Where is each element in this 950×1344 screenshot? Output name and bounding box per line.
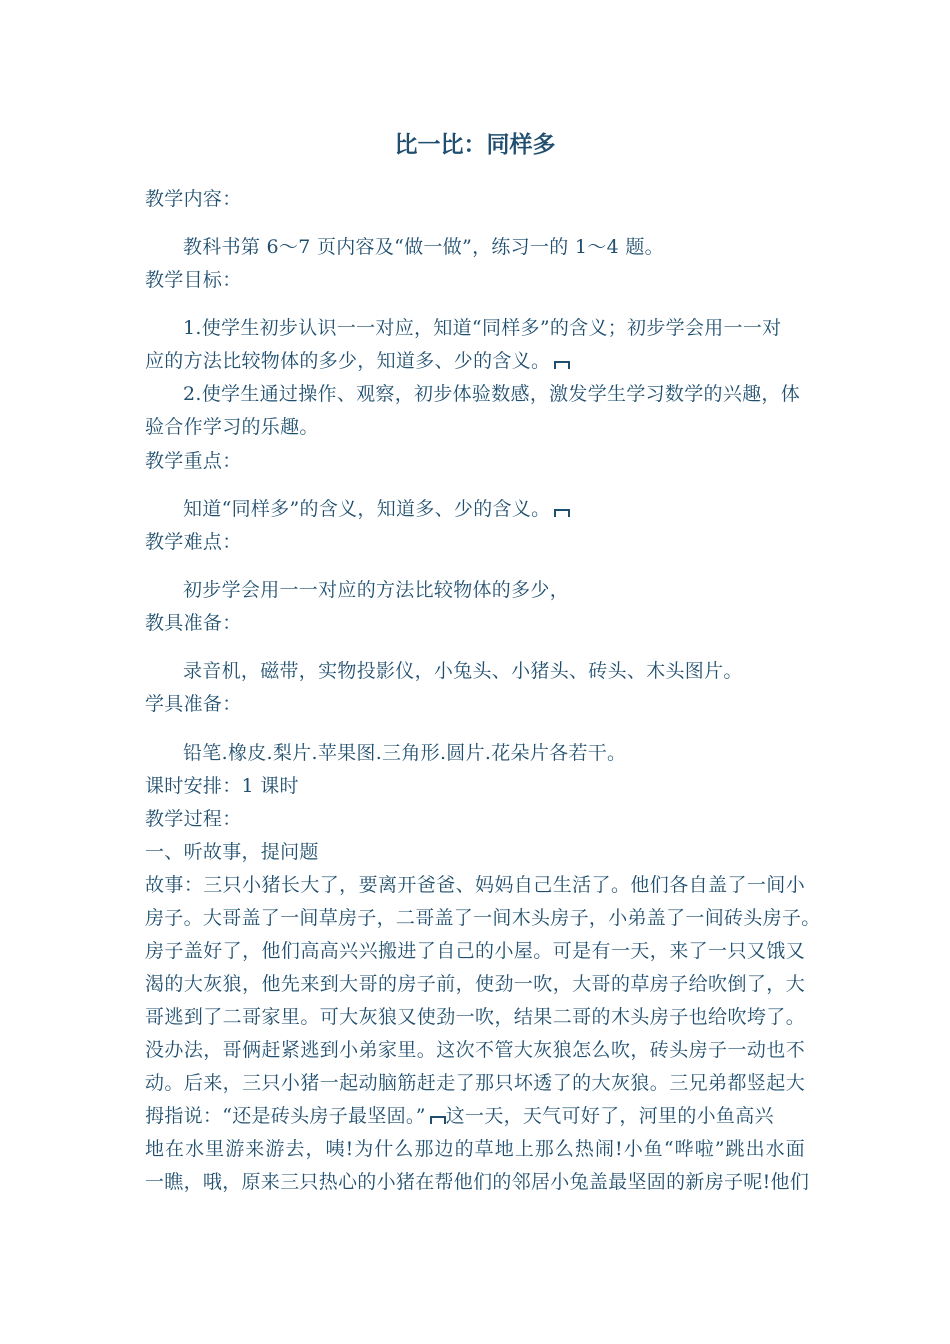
content-text: 教科书第 6～7 页内容及“做一做”，练习一的 1～4 题。 — [183, 236, 664, 258]
key-text-content: 知道“同样多”的含义，知道多、少的含义。 — [183, 498, 551, 520]
edit-mark-icon — [430, 1116, 446, 1124]
story-line: 动。后来，三只小猪一起动脑筋赶走了那只坏透了的大灰狼。三兄弟都竖起大 — [145, 1072, 805, 1094]
difficulty-text: 初步学会用一一对应的方法比较物体的多少， — [183, 579, 570, 601]
process-label: 教学过程： — [145, 808, 242, 830]
schedule: 课时安排：1 课时 — [145, 775, 299, 797]
story-line: 哥逃到了二哥家里。可大灰狼又使劲一吹，结果二哥的木头房子也给吹垮了。 — [145, 1006, 805, 1028]
story-line — [145, 1103, 774, 1129]
teacher-tools-label: 教具准备： — [145, 612, 242, 634]
goal2-line1: 2.使学生通过操作、观察，初步体验数感，激发学生学习数学的兴趣，体 — [183, 383, 801, 405]
edit-mark-icon — [554, 509, 570, 517]
story-line: 房子。大哥盖了一间草房子，二哥盖了一间木头房子，小弟盖了一间砖头房子。 — [145, 907, 821, 929]
story-continuation: 这一天，天气可好了，河里的小鱼高兴 — [445, 1105, 774, 1127]
edit-mark-icon — [554, 361, 570, 369]
story-line: 渴的大灰狼，他先来到大哥的房子前，使劲一吹，大哥的草房子给吹倒了，大 — [145, 973, 805, 995]
goal2-line2: 验合作学习的乐趣。 — [145, 416, 319, 438]
difficulty-label: 教学难点： — [145, 531, 242, 553]
teacher-tools-text: 录音机，磁带，实物投影仪，小兔头、小猪头、砖头、木头图片。 — [183, 660, 743, 682]
story-line: 地在水里游来游去，咦!为什么那边的草地上那么热闹!小鱼“哗啦”跳出水面 — [145, 1138, 805, 1160]
story-quote: 拇指说：“还是砖头房子最坚固。” — [145, 1105, 426, 1127]
key-text — [183, 496, 570, 522]
page-title: 比一比：同样多 — [394, 132, 556, 158]
story-line: 故事：三只小猪长大了，要离开爸爸、妈妈自己生活了。他们各自盖了一间小 — [145, 874, 805, 896]
student-tools-label: 学具准备： — [145, 693, 242, 715]
story-line: 一瞧，哦，原来三只热心的小猪在帮他们的邻居小兔盖最坚固的新房子呢!他们 — [145, 1171, 810, 1193]
student-tools-text: 铅笔.橡皮.梨片.苹果图.三角形.圆片.花朵片各若干。 — [183, 742, 627, 764]
goals-label: 教学目标： — [145, 269, 242, 291]
goal1-line1: 1.使学生初步认识一一对应，知道“同样多”的含义；初步学会用一一对 — [183, 317, 782, 339]
goal1-line2 — [145, 348, 570, 374]
step1-heading: 一、听故事，提问题 — [145, 841, 319, 863]
key-label: 教学重点： — [145, 450, 242, 472]
content-label: 教学内容： — [145, 188, 242, 210]
goal1-line2-text: 应的方法比较物体的多少，知道多、少的含义。 — [145, 350, 551, 372]
story-line: 没办法，哥俩赶紧逃到小弟家里。这次不管大灰狼怎么吹，砖头房子一动也不 — [145, 1039, 805, 1061]
story-line: 房子盖好了，他们高高兴兴搬进了自己的小屋。可是有一天，来了一只又饿又 — [145, 940, 805, 962]
